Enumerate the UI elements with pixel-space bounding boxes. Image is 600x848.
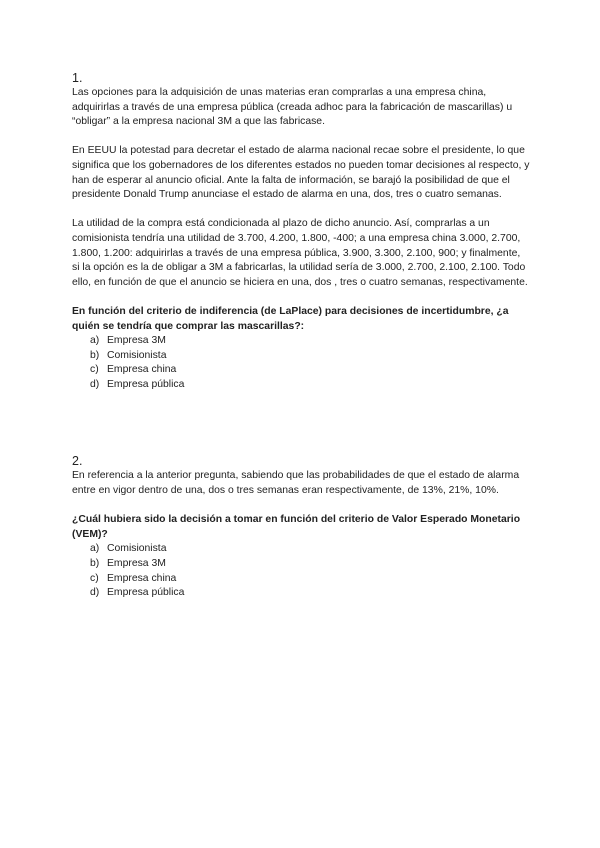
question-number: 2 (72, 454, 79, 469)
question-1-paragraph-3: La utilidad de la compra está condicionada al plazo de dicho anuncio. Así, comprarlas a un comisionista tendría una utilidad de 3.700, 4.200, 1.800, -400; a una empresa china 3.000, 2.700, 1.800, 1.200: adquirirlas a través de una empresa pública, 3.900, 3.300, 2.100, 900; y finalmente, si la opción es la de obligar a 3M a fabricarlas, la utilidad sería de 3.000, 2.700, 2.100, 2.100. Todo ello, en función de que el anuncio se hiciera en una, dos , tres o cuatro semanas, respectivamente. (72, 218, 528, 288)
option-item (90, 586, 530, 601)
question-number: 1 (72, 71, 79, 85)
question-1-number (72, 70, 530, 86)
section-spacer (72, 392, 530, 453)
question-number-suffix: . (78, 454, 83, 469)
option-letter: b) (90, 349, 100, 361)
option-letter: a) (90, 543, 100, 555)
question-2-options (72, 542, 530, 600)
option-item (90, 378, 530, 393)
option-item (90, 363, 530, 378)
question-2-section (72, 453, 530, 600)
option-item (90, 542, 530, 557)
option-text: Empresa 3M (107, 558, 166, 570)
question-1-section (72, 70, 530, 392)
question-2-number (72, 453, 530, 469)
option-item (90, 349, 530, 364)
question-1-paragraph-2: En EEUU la potestad para decretar el estado de alarma nacional recae sobre el presidente, lo que significa que los gobernadores de los diferentes estados no pueden tomar decisiones al respecto, y han de esperar al anuncio oficial. Ante la falta de información, se barajó la posibilidad de que el presidente Donald Trump anunciase el estado de alarma en una, dos, tres o cuatro semanas. (72, 145, 530, 201)
option-letter: b) (90, 558, 100, 570)
document-content (72, 70, 530, 601)
option-letter: c) (90, 572, 99, 584)
option-item (90, 334, 530, 349)
question-2-prompt: ¿Cuál hubiera sido la decisión a tomar en función del criterio de Valor Esperado Monetario (VEM)? (72, 514, 521, 540)
option-text: Comisionista (107, 349, 167, 361)
option-letter: c) (90, 364, 99, 376)
option-item (90, 572, 530, 587)
option-text: Empresa china (107, 572, 177, 584)
question-1-prompt: En función del criterio de indiferencia (de LaPlace) para decisiones de incertidumbre, ¿a quién se tendría que comprar las mascarillas?: (72, 305, 509, 332)
question-1-options (72, 334, 530, 392)
option-letter: d) (90, 587, 100, 599)
option-text: Empresa china (107, 364, 177, 376)
option-item (90, 557, 530, 572)
option-text: Empresa 3M (107, 335, 166, 347)
question-number-suffix: . (78, 71, 83, 85)
question-2-paragraph-1: En referencia a la anterior pregunta, sabiendo que las probabilidades de que el estado de alarma entre en vigor dentro de una, dos o tres semanas eran respectivamente, de 13%, 21%, 10%. (72, 470, 520, 497)
option-letter: d) (90, 378, 100, 390)
option-text: Empresa pública (107, 378, 185, 390)
option-text: Comisionista (107, 543, 167, 555)
question-1-paragraph-1: Las opciones para la adquisición de unas materias eran comprarlas a una empresa china, adquirirlas a través de una empresa pública (creada adhoc para la fabricación de mascarillas) u “obligar” a la empresa nacional 3M a que las fabricase. (72, 87, 513, 128)
option-text: Empresa pública (107, 587, 185, 599)
option-letter: a) (90, 335, 100, 347)
